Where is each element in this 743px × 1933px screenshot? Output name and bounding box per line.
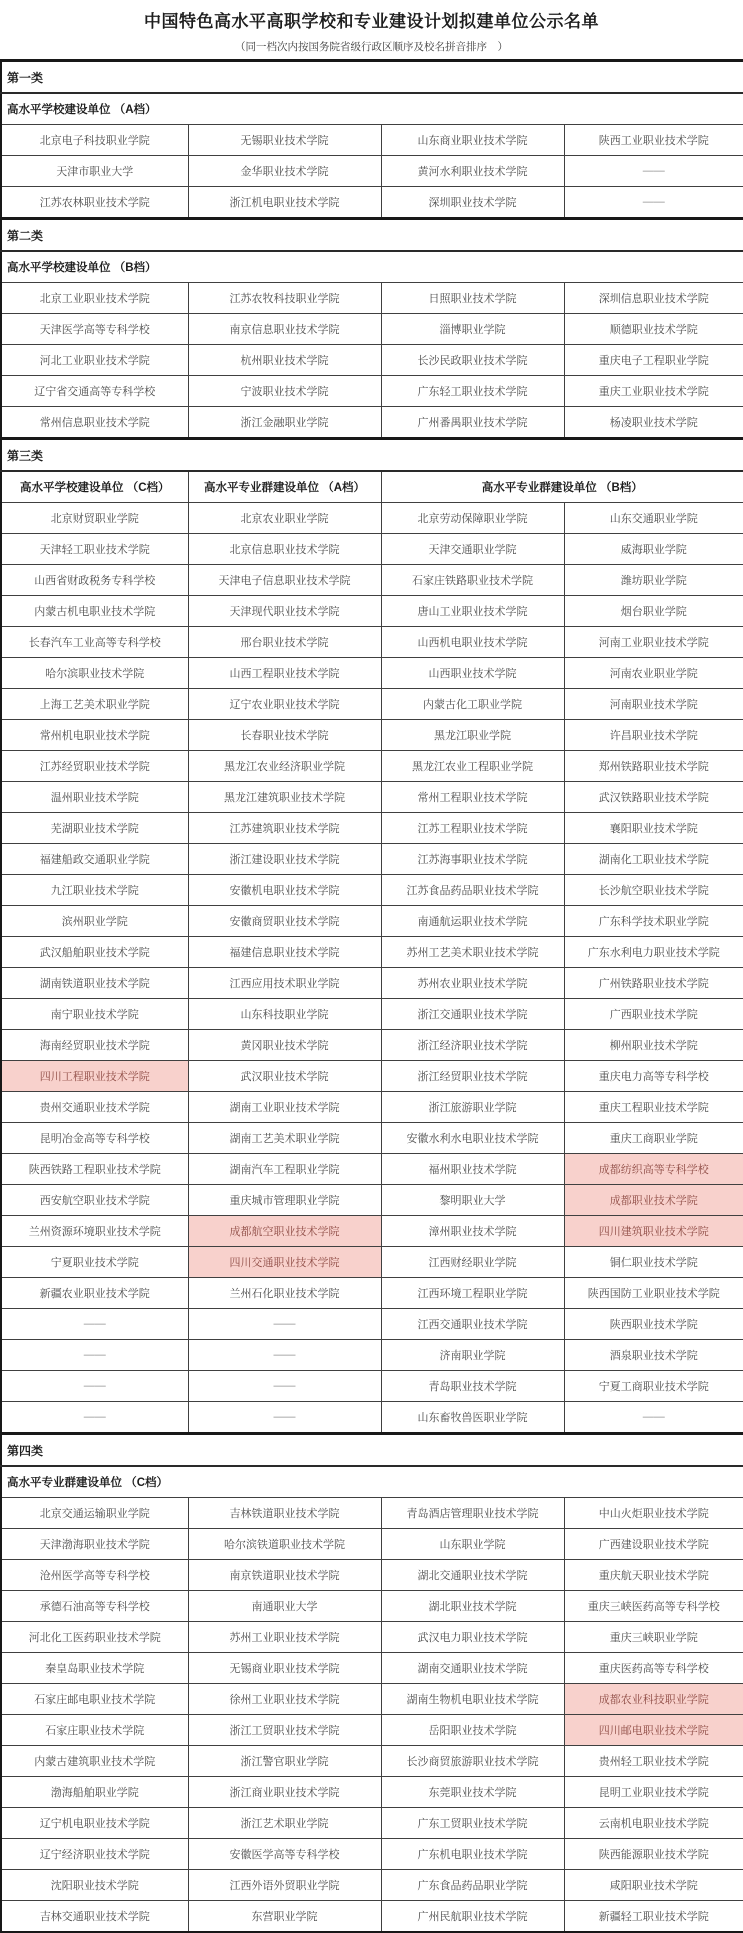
table-row (1, 1653, 743, 1684)
school-cell: 贵州轻工职业技术学院 (564, 1746, 743, 1777)
school-cell: 湖北职业技术学院 (381, 1591, 564, 1622)
school-cell: 酒泉职业技术学院 (564, 1340, 743, 1371)
school-cell: 北京财贸职业学院 (1, 503, 188, 534)
school-cell: 郑州铁路职业技术学院 (564, 751, 743, 782)
school-cell: 南通航运职业技术学院 (381, 906, 564, 937)
section-label: 第四类 (1, 1434, 743, 1467)
school-cell: 江苏食品药品职业技术学院 (381, 875, 564, 906)
school-cell: 内蒙古建筑职业技术学院 (1, 1746, 188, 1777)
table-row (1, 937, 743, 968)
school-cell: 承德石油高等专科学校 (1, 1591, 188, 1622)
school-cell: 东营职业学院 (188, 1901, 381, 1933)
school-cell: 云南机电职业技术学院 (564, 1808, 743, 1839)
table-row (1, 999, 743, 1030)
school-cell: 山西省财政税务专科学校 (1, 565, 188, 596)
school-cell: 福建船政交通职业学院 (1, 844, 188, 875)
school-cell: 山西职业技术学院 (381, 658, 564, 689)
school-cell: 杨凌职业技术学院 (564, 407, 743, 439)
table-row (1, 187, 743, 219)
column-header: 高水平专业群建设单位 （A档） (188, 471, 381, 503)
column-header: 高水平学校建设单位 （C档） (1, 471, 188, 503)
school-cell: 黑龙江农业工程职业学院 (381, 751, 564, 782)
school-cell: 湖南铁道职业技术学院 (1, 968, 188, 999)
school-cell: 潍坊职业学院 (564, 565, 743, 596)
table-row (1, 968, 743, 999)
school-cell: 江苏工程职业技术学院 (381, 813, 564, 844)
table-row (1, 1092, 743, 1123)
table-row (1, 1185, 743, 1216)
school-cell: 贵州交通职业技术学院 (1, 1092, 188, 1123)
school-cell: 湖南交通职业技术学院 (381, 1653, 564, 1684)
school-cell: 重庆工业职业技术学院 (564, 376, 743, 407)
empty-cell: —— (1, 1402, 188, 1434)
empty-cell: —— (1, 1309, 188, 1340)
school-cell: 江苏海事职业技术学院 (381, 844, 564, 875)
school-cell: 陕西能源职业技术学院 (564, 1839, 743, 1870)
school-cell: 吉林交通职业技术学院 (1, 1901, 188, 1933)
school-cell: 浙江经济职业技术学院 (381, 1030, 564, 1061)
table-row (1, 1061, 743, 1092)
school-cell: 柳州职业技术学院 (564, 1030, 743, 1061)
school-cell: 山东交通职业学院 (564, 503, 743, 534)
band-header-row (1, 1466, 743, 1498)
school-cell: 襄阳职业技术学院 (564, 813, 743, 844)
school-cell: 青岛职业技术学院 (381, 1371, 564, 1402)
school-cell: 西安航空职业技术学院 (1, 1185, 188, 1216)
school-cell: 江西环境工程职业学院 (381, 1278, 564, 1309)
school-cell: 长春汽车工业高等专科学校 (1, 627, 188, 658)
school-cell: 海南经贸职业技术学院 (1, 1030, 188, 1061)
school-cell: 四川建筑职业技术学院 (564, 1216, 743, 1247)
school-cell: 长沙民政职业技术学院 (381, 345, 564, 376)
school-cell: 漳州职业技术学院 (381, 1216, 564, 1247)
school-cell: 徐州工业职业技术学院 (188, 1684, 381, 1715)
school-cell: 天津现代职业技术学院 (188, 596, 381, 627)
table-row (1, 1371, 743, 1402)
school-cell: 沈阳职业技术学院 (1, 1870, 188, 1901)
school-cell: 河南工业职业技术学院 (564, 627, 743, 658)
school-cell: 沧州医学高等专科学校 (1, 1560, 188, 1591)
school-cell: 常州机电职业技术学院 (1, 720, 188, 751)
school-cell: 四川交通职业技术学院 (188, 1247, 381, 1278)
band-header-row (1, 251, 743, 283)
school-cell: 河南农业职业学院 (564, 658, 743, 689)
school-cell: 天津渤海职业技术学院 (1, 1529, 188, 1560)
school-cell: 浙江艺术职业学院 (188, 1808, 381, 1839)
school-cell: 成都职业技术学院 (564, 1185, 743, 1216)
school-cell: 广州铁路职业技术学院 (564, 968, 743, 999)
public-list-table (0, 59, 743, 1933)
school-cell: 南京铁道职业技术学院 (188, 1560, 381, 1591)
school-cell: 成都航空职业技术学院 (188, 1216, 381, 1247)
school-cell: 苏州农业职业技术学院 (381, 968, 564, 999)
school-cell: 山东职业学院 (381, 1529, 564, 1560)
school-cell: 长沙航空职业技术学院 (564, 875, 743, 906)
school-cell: 浙江工贸职业技术学院 (188, 1715, 381, 1746)
school-cell: 浙江经贸职业技术学院 (381, 1061, 564, 1092)
band-header-row (1, 93, 743, 125)
school-cell: 广东水利电力职业技术学院 (564, 937, 743, 968)
table-row (1, 596, 743, 627)
table-row (1, 1247, 743, 1278)
school-cell: 浙江商业职业技术学院 (188, 1777, 381, 1808)
school-cell: 江苏农林职业技术学院 (1, 187, 188, 219)
school-cell: 辽宁省交通高等专科学校 (1, 376, 188, 407)
school-cell: 无锡商业职业技术学院 (188, 1653, 381, 1684)
table-row (1, 844, 743, 875)
table-row (1, 813, 743, 844)
school-cell: 青岛酒店管理职业技术学院 (381, 1498, 564, 1529)
table-row (1, 376, 743, 407)
school-cell: 黎明职业大学 (381, 1185, 564, 1216)
school-cell: 邢台职业技术学院 (188, 627, 381, 658)
school-cell: 无锡职业技术学院 (188, 125, 381, 156)
table-row (1, 1808, 743, 1839)
school-cell: 福建信息职业技术学院 (188, 937, 381, 968)
school-cell: 中山火炬职业技术学院 (564, 1498, 743, 1529)
school-cell: 宁波职业技术学院 (188, 376, 381, 407)
table-row (1, 906, 743, 937)
school-cell: 广东轻工职业技术学院 (381, 376, 564, 407)
school-cell: 广东科学技术职业学院 (564, 906, 743, 937)
school-cell: 天津市职业大学 (1, 156, 188, 187)
school-cell: 山东科技职业学院 (188, 999, 381, 1030)
table-row (1, 1309, 743, 1340)
school-cell: 浙江交通职业技术学院 (381, 999, 564, 1030)
school-cell: 滨州职业学院 (1, 906, 188, 937)
school-cell: 安徽商贸职业技术学院 (188, 906, 381, 937)
page-title: 中国特色高水平高职学校和专业建设计划拟建单位公示名单 (144, 12, 599, 31)
column-header: 高水平专业群建设单位 （B档） (381, 471, 743, 503)
band-header: 高水平学校建设单位 （A档） (1, 93, 743, 125)
school-cell: 天津轻工职业技术学院 (1, 534, 188, 565)
empty-cell: —— (188, 1309, 381, 1340)
school-cell: 重庆电力高等专科学校 (564, 1061, 743, 1092)
school-cell: 黑龙江建筑职业技术学院 (188, 782, 381, 813)
table-row (1, 782, 743, 813)
school-cell: 重庆三峡医药高等专科学校 (564, 1591, 743, 1622)
table-row (1, 1777, 743, 1808)
school-cell: 浙江金融职业学院 (188, 407, 381, 439)
school-cell: 渤海船舶职业学院 (1, 1777, 188, 1808)
school-cell: 黄冈职业技术学院 (188, 1030, 381, 1061)
table-row (1, 1839, 743, 1870)
school-cell: 湖南化工职业技术学院 (564, 844, 743, 875)
school-cell: 湖南汽车工程职业学院 (188, 1154, 381, 1185)
school-cell: 哈尔滨铁道职业技术学院 (188, 1529, 381, 1560)
table-row (1, 283, 743, 314)
school-cell: 宁夏工商职业技术学院 (564, 1371, 743, 1402)
table-row (1, 1870, 743, 1901)
school-cell: 重庆工商职业学院 (564, 1123, 743, 1154)
table-row (1, 627, 743, 658)
table-row (1, 658, 743, 689)
school-cell: 山西机电职业技术学院 (381, 627, 564, 658)
school-cell: 安徽水利水电职业技术学院 (381, 1123, 564, 1154)
section-label: 第二类 (1, 219, 743, 252)
empty-cell: —— (188, 1371, 381, 1402)
school-cell: 哈尔滨职业技术学院 (1, 658, 188, 689)
band-header: 高水平专业群建设单位 （C档） (1, 1466, 743, 1498)
school-cell: 长春职业技术学院 (188, 720, 381, 751)
school-cell: 广州民航职业技术学院 (381, 1901, 564, 1933)
school-cell: 北京工业职业技术学院 (1, 283, 188, 314)
table-row (1, 565, 743, 596)
school-cell: 河北工业职业技术学院 (1, 345, 188, 376)
school-cell: 北京交通运输职业学院 (1, 1498, 188, 1529)
school-cell: 深圳信息职业技术学院 (564, 283, 743, 314)
school-cell: 江苏建筑职业技术学院 (188, 813, 381, 844)
school-cell: 重庆工程职业技术学院 (564, 1092, 743, 1123)
school-cell: 常州信息职业技术学院 (1, 407, 188, 439)
empty-cell: —— (188, 1402, 381, 1434)
table-row (1, 1030, 743, 1061)
school-cell: 陕西工业职业技术学院 (564, 125, 743, 156)
table-row (1, 1340, 743, 1371)
school-cell: 兰州资源环境职业技术学院 (1, 1216, 188, 1247)
table-row (1, 1529, 743, 1560)
school-cell: 武汉电力职业技术学院 (381, 1622, 564, 1653)
empty-cell: —— (564, 187, 743, 219)
school-cell: 黄河水利职业技术学院 (381, 156, 564, 187)
section-label: 第一类 (1, 61, 743, 94)
empty-cell: —— (1, 1371, 188, 1402)
school-cell: 江西财经职业学院 (381, 1247, 564, 1278)
school-cell: 成都农业科技职业学院 (564, 1684, 743, 1715)
school-cell: 昆明工业职业技术学院 (564, 1777, 743, 1808)
school-cell: 深圳职业技术学院 (381, 187, 564, 219)
table-row (1, 1746, 743, 1777)
table-row (1, 751, 743, 782)
school-cell: 重庆三峡职业学院 (564, 1622, 743, 1653)
school-cell: 北京电子科技职业学院 (1, 125, 188, 156)
school-cell: 北京劳动保障职业学院 (381, 503, 564, 534)
table-row (1, 407, 743, 439)
school-cell: 成都纺织高等专科学校 (564, 1154, 743, 1185)
school-cell: 广东食品药品职业学院 (381, 1870, 564, 1901)
school-cell: 内蒙古化工职业学院 (381, 689, 564, 720)
school-cell: 重庆城市管理职业学院 (188, 1185, 381, 1216)
table-row (1, 1498, 743, 1529)
school-cell: 杭州职业技术学院 (188, 345, 381, 376)
school-cell: 石家庄铁路职业技术学院 (381, 565, 564, 596)
table-body (1, 61, 743, 1933)
school-cell: 湖北交通职业技术学院 (381, 1560, 564, 1591)
section-label: 第三类 (1, 439, 743, 472)
school-cell: 武汉船舶职业技术学院 (1, 937, 188, 968)
school-cell: 四川工程职业技术学院 (1, 1061, 188, 1092)
school-cell: 北京信息职业技术学院 (188, 534, 381, 565)
school-cell: 湖南生物机电职业技术学院 (381, 1684, 564, 1715)
school-cell: 陕西国防工业职业技术学院 (564, 1278, 743, 1309)
table-row (1, 1901, 743, 1933)
school-cell: 北京农业职业学院 (188, 503, 381, 534)
school-cell: 天津交通职业学院 (381, 534, 564, 565)
school-cell: 淄博职业学院 (381, 314, 564, 345)
school-cell: 广州番禺职业技术学院 (381, 407, 564, 439)
school-cell: 辽宁机电职业技术学院 (1, 1808, 188, 1839)
school-cell: 南宁职业技术学院 (1, 999, 188, 1030)
empty-cell: —— (188, 1340, 381, 1371)
empty-cell: —— (564, 156, 743, 187)
school-cell: 黑龙江农业经济职业学院 (188, 751, 381, 782)
school-cell: 上海工艺美术职业学院 (1, 689, 188, 720)
table-row (1, 1123, 743, 1154)
school-cell: 辽宁经济职业技术学院 (1, 1839, 188, 1870)
table-row (1, 1715, 743, 1746)
school-cell: 安徽医学高等专科学校 (188, 1839, 381, 1870)
school-cell: 苏州工业职业技术学院 (188, 1622, 381, 1653)
school-cell: 天津电子信息职业技术学院 (188, 565, 381, 596)
table-row (1, 1216, 743, 1247)
school-cell: 内蒙古机电职业技术学院 (1, 596, 188, 627)
school-cell: 广东机电职业技术学院 (381, 1839, 564, 1870)
school-cell: 咸阳职业技术学院 (564, 1870, 743, 1901)
section-row (1, 1434, 743, 1467)
table-row (1, 156, 743, 187)
school-cell: 广东工贸职业技术学院 (381, 1808, 564, 1839)
school-cell: 重庆航天职业技术学院 (564, 1560, 743, 1591)
school-cell: 江苏经贸职业技术学院 (1, 751, 188, 782)
school-cell: 陕西铁路工程职业技术学院 (1, 1154, 188, 1185)
table-row (1, 1684, 743, 1715)
table-row (1, 689, 743, 720)
school-cell: 石家庄邮电职业技术学院 (1, 1684, 188, 1715)
table-row (1, 875, 743, 906)
school-cell: 山东商业职业技术学院 (381, 125, 564, 156)
school-cell: 广西建设职业技术学院 (564, 1529, 743, 1560)
school-cell: 辽宁农业职业技术学院 (188, 689, 381, 720)
school-cell: 河北化工医药职业技术学院 (1, 1622, 188, 1653)
table-row (1, 345, 743, 376)
school-cell: 湖南工艺美术职业学院 (188, 1123, 381, 1154)
school-cell: 浙江机电职业技术学院 (188, 187, 381, 219)
table-row (1, 720, 743, 751)
school-cell: 浙江旅游职业学院 (381, 1092, 564, 1123)
school-cell: 威海职业学院 (564, 534, 743, 565)
school-cell: 昆明冶金高等专科学校 (1, 1123, 188, 1154)
school-cell: 济南职业学院 (381, 1340, 564, 1371)
school-cell: 长沙商贸旅游职业技术学院 (381, 1746, 564, 1777)
table-row (1, 1622, 743, 1653)
table-row (1, 125, 743, 156)
empty-cell: —— (564, 1402, 743, 1434)
section-row (1, 61, 743, 94)
page-subtitle: （同一档次内按国务院省级行政区顺序及校名拼音排序 ） (235, 41, 508, 53)
table-row (1, 1402, 743, 1434)
section-row (1, 439, 743, 472)
school-cell: 九江职业技术学院 (1, 875, 188, 906)
school-cell: 黑龙江职业学院 (381, 720, 564, 751)
school-cell: 秦皇岛职业技术学院 (1, 1653, 188, 1684)
school-cell: 芜湖职业技术学院 (1, 813, 188, 844)
school-cell: 天津医学高等专科学校 (1, 314, 188, 345)
column-header-row (1, 471, 743, 503)
school-cell: 浙江建设职业技术学院 (188, 844, 381, 875)
school-cell: 苏州工艺美术职业技术学院 (381, 937, 564, 968)
school-cell: 吉林铁道职业技术学院 (188, 1498, 381, 1529)
empty-cell: —— (1, 1340, 188, 1371)
school-cell: 湖南工业职业技术学院 (188, 1092, 381, 1123)
table-row (1, 1154, 743, 1185)
school-cell: 重庆电子工程职业学院 (564, 345, 743, 376)
school-cell: 武汉铁路职业技术学院 (564, 782, 743, 813)
table-row (1, 534, 743, 565)
school-cell: 唐山工业职业技术学院 (381, 596, 564, 627)
school-cell: 山西工程职业技术学院 (188, 658, 381, 689)
school-cell: 江西应用技术职业学院 (188, 968, 381, 999)
school-cell: 福州职业技术学院 (381, 1154, 564, 1185)
school-cell: 山东畜牧兽医职业学院 (381, 1402, 564, 1434)
school-cell: 岳阳职业技术学院 (381, 1715, 564, 1746)
table-row (1, 1591, 743, 1622)
school-cell: 东莞职业技术学院 (381, 1777, 564, 1808)
school-cell: 江西交通职业技术学院 (381, 1309, 564, 1340)
school-cell: 安徽机电职业技术学院 (188, 875, 381, 906)
band-header: 高水平学校建设单位 （B档） (1, 251, 743, 283)
school-cell: 重庆医药高等专科学校 (564, 1653, 743, 1684)
school-cell: 宁夏职业技术学院 (1, 1247, 188, 1278)
table-row (1, 314, 743, 345)
school-cell: 日照职业技术学院 (381, 283, 564, 314)
school-cell: 南京信息职业技术学院 (188, 314, 381, 345)
school-cell: 江苏农牧科技职业学院 (188, 283, 381, 314)
school-cell: 铜仁职业技术学院 (564, 1247, 743, 1278)
school-cell: 兰州石化职业技术学院 (188, 1278, 381, 1309)
school-cell: 河南职业技术学院 (564, 689, 743, 720)
school-cell: 烟台职业学院 (564, 596, 743, 627)
school-cell: 温州职业技术学院 (1, 782, 188, 813)
school-cell: 新疆农业职业技术学院 (1, 1278, 188, 1309)
school-cell: 江西外语外贸职业学院 (188, 1870, 381, 1901)
table-row (1, 503, 743, 534)
school-cell: 四川邮电职业技术学院 (564, 1715, 743, 1746)
section-row (1, 219, 743, 252)
school-cell: 顺德职业技术学院 (564, 314, 743, 345)
school-cell: 新疆轻工职业技术学院 (564, 1901, 743, 1933)
school-cell: 金华职业技术学院 (188, 156, 381, 187)
school-cell: 武汉职业技术学院 (188, 1061, 381, 1092)
school-cell: 广西职业技术学院 (564, 999, 743, 1030)
table-row (1, 1560, 743, 1591)
school-cell: 常州工程职业技术学院 (381, 782, 564, 813)
school-cell: 石家庄职业技术学院 (1, 1715, 188, 1746)
school-cell: 浙江警官职业学院 (188, 1746, 381, 1777)
school-cell: 许昌职业技术学院 (564, 720, 743, 751)
school-cell: 陕西职业技术学院 (564, 1309, 743, 1340)
table-row (1, 1278, 743, 1309)
school-cell: 南通职业大学 (188, 1591, 381, 1622)
